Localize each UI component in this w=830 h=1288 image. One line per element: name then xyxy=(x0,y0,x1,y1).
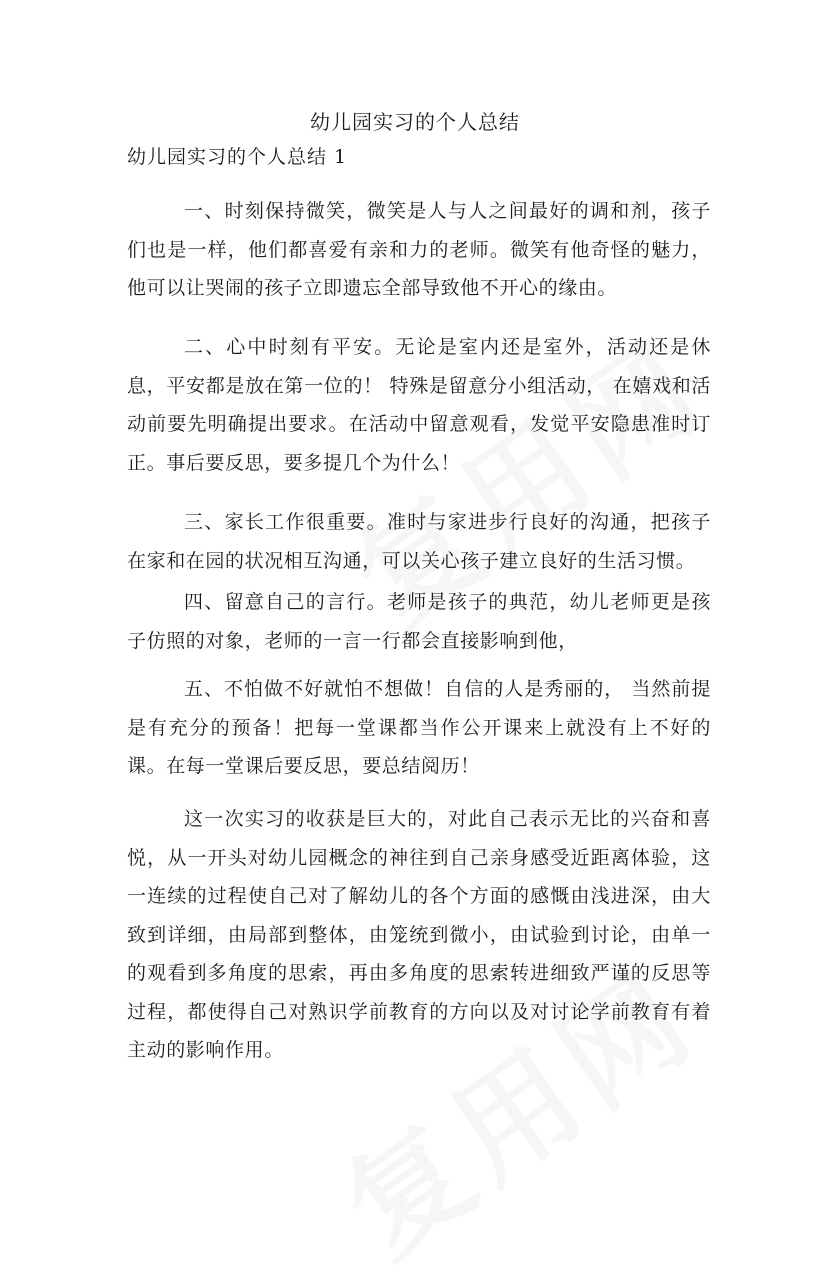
paragraph-3: 三、家长工作很重要。准时与家进步行良好的沟通，把孩子在家和在园的状况相互沟通，可以关心孩子建立良好的生活习惯。 xyxy=(127,511,711,572)
paragraph-4: 四、留意自己的言行。老师是孩子的典范，幼儿老师更是孩子仿照的对象，老师的一言一行都会直接影响到他， xyxy=(127,591,711,652)
paragraph-6: 这一次实习的收获是巨大的，对此自己表示无比的兴奋和喜悦，从一开头对幼儿园概念的神往到自己亲身感受近距离体验，这一连续的过程使自己对了解幼儿的各个方面的感慨由浅进深，由大致到详细，由局部到整体，由笼统到微小，由试验到讨论，由单一的观看到多角度的思索，再由多角度的思索转进细致严谨的反思等过程，都使得自己对熟识学前教育的方向以及对讨论学前教育有着主动的影响作用。 xyxy=(127,808,711,1061)
document-title: 幼儿园实习的个人总结 xyxy=(310,110,520,134)
paragraph-1: 一、时刻保持微笑，微笑是人与人之间最好的调和剂，孩子们也是一样，他们都喜爱有亲和力的老师。微笑有他奇怪的魅力，他可以让哭闹的孩子立即遗忘全部导致他不开心的缘由。 xyxy=(127,200,711,299)
paragraph-2: 二、心中时刻有平安。无论是室内还是室外，活动还是休息，平安都是放在第一位的！ 特殊是留意分小组活动， 在嬉戏和活动前要先明确提出要求。在活动中留意观看，发觉平安隐患准时订正。事后要反思，要多提几个为什么！ xyxy=(127,336,711,474)
paragraph-5: 五、不怕做不好就怕不想做！自信的人是秀丽的， 当然前提是有充分的预备！把每一堂课都当作公开课来上就没有上不好的课。在每一堂课后要反思，要总结阅历！ xyxy=(127,678,711,777)
section-heading: 幼儿园实习的个人总结 1 xyxy=(127,146,348,168)
